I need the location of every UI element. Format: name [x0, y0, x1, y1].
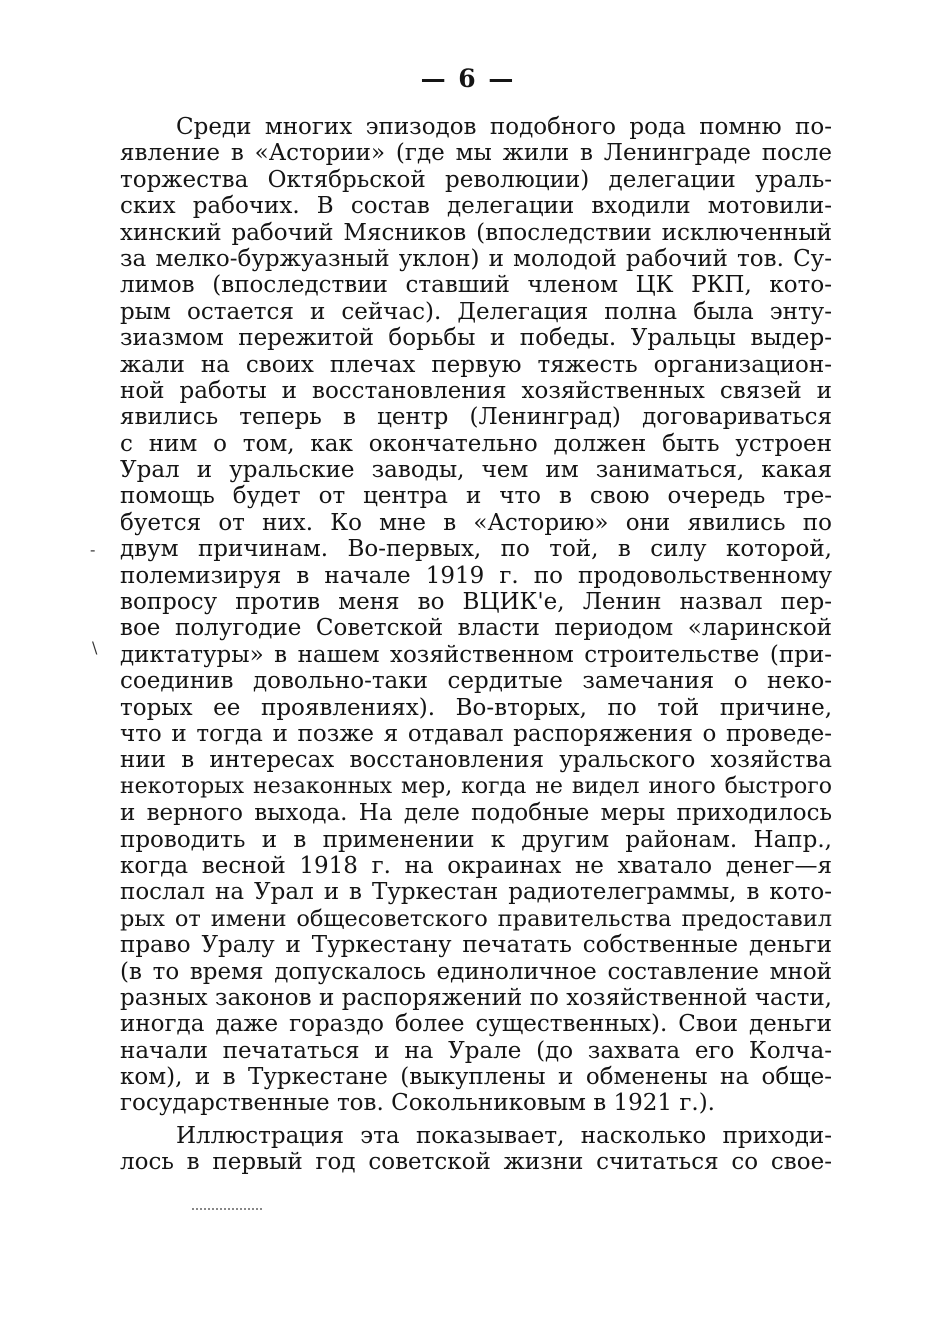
text-line: право Уралу и Туркестану печатать собственные деньги — [120, 932, 832, 959]
text-line: за мелко-буржуазный уклон) и молодой рабочий тов. Су- — [120, 245, 832, 272]
text-line: лось в первый год советской жизни считаться со свое- — [120, 1149, 832, 1176]
text-line: некоторых незаконных мер, когда не видел иного быстрого — [120, 773, 832, 799]
text-line: соединив довольно-таки сердитые замечания о неко- — [120, 668, 832, 695]
text-line: послал на Урал и в Туркестан радиотелеграммы, в кото- — [120, 879, 832, 906]
text-line: ских рабочих. В состав делегации входили мотовили- — [120, 193, 832, 220]
text-line: когда весной 1918 г. на окраинах не хватало денег—я — [120, 852, 832, 879]
paragraph-2 — [120, 1123, 832, 1176]
text-line: рым остается и сейчас). Делегация полна была энту- — [120, 298, 832, 325]
text-line: что и тогда и позже я отдавал распоряжения о проведе- — [120, 720, 832, 747]
text-line: Урал и уральские заводы, чем им заниматься, какая — [120, 457, 832, 484]
text-line: начали печататься и на Урале (до захвата его Колча- — [120, 1037, 832, 1064]
text-line: рых от имени общесоветского правительства предоставил — [120, 905, 832, 932]
text-line: иногда даже гораздо более существенных). Свои деньги — [120, 1011, 832, 1038]
margin-mark-dash: - — [90, 540, 96, 559]
text-line: буется от них. Ко мне в «Асторию» они явились по — [120, 509, 832, 536]
text-line: проводить и в применении к другим районам. Напр., — [120, 826, 832, 853]
body-text — [120, 114, 832, 1176]
text-line: и верного выхода. На деле подобные меры приходилось — [120, 800, 832, 827]
text-line: (в то время допускалось единоличное составление мной — [120, 958, 832, 985]
text-line: ком), и в Туркестане (выкуплены и обменены на обще- — [120, 1064, 832, 1091]
text-line: торых ее проявлениях). Во-вторых, по той причине, — [120, 694, 832, 721]
text-line: явление в «Астории» (где мы жили в Ленинграде после — [120, 140, 832, 167]
print-smudge — [192, 1208, 262, 1210]
text-line: разных законов и распоряжений по хозяйственной части, — [120, 984, 832, 1011]
text-line: явились теперь в центр (Ленинград) договариваться — [120, 404, 832, 431]
text-line: жали на своих плечах первую тяжесть организацион- — [120, 351, 832, 378]
text-line: вопросу против меня во ВЦИК'е, Ленин назвал пер- — [120, 589, 832, 616]
text-line: вое полугодие Советской власти периодом «ларинской — [120, 615, 832, 642]
text-line: Иллюстрация эта показывает, насколько приходи- — [176, 1122, 832, 1149]
text-line: ной работы и восстановления хозяйственных связей и — [120, 377, 832, 404]
text-line: государственные тов. Сокольниковым в 1921 г.). — [120, 1090, 715, 1117]
text-line: зиазмом пережитой борьбы и победы. Уральцы выдер- — [120, 325, 832, 352]
text-line: полемизируя в начале 1919 г. по продовольственному — [120, 562, 832, 589]
paragraph-1 — [120, 114, 832, 1117]
text-line: диктатуры» в нашем хозяйственном строительстве (при- — [120, 641, 832, 668]
text-line: Среди многих эпизодов подобного рода помню по- — [176, 114, 832, 140]
text-line: с ним о том, как окончательно должен быть устроен — [120, 430, 832, 457]
text-line: торжества Октябрьской революции) делегации ураль- — [120, 166, 832, 193]
margin-mark-bracket: \ — [92, 638, 98, 657]
page-number: — 6 — — [420, 64, 516, 93]
text-line: двум причинам. Во-первых, по той, в силу которой, — [120, 536, 832, 563]
text-line: помощь будет от центра и что в свою очередь тре- — [120, 483, 832, 510]
text-line: лимов (впоследствии ставший членом ЦК РКП, кото- — [120, 272, 832, 299]
text-line: нии в интересах восстановления уральского хозяйства — [120, 747, 832, 774]
text-line: хинский рабочий Мясников (впоследствии исключенный — [120, 219, 832, 246]
